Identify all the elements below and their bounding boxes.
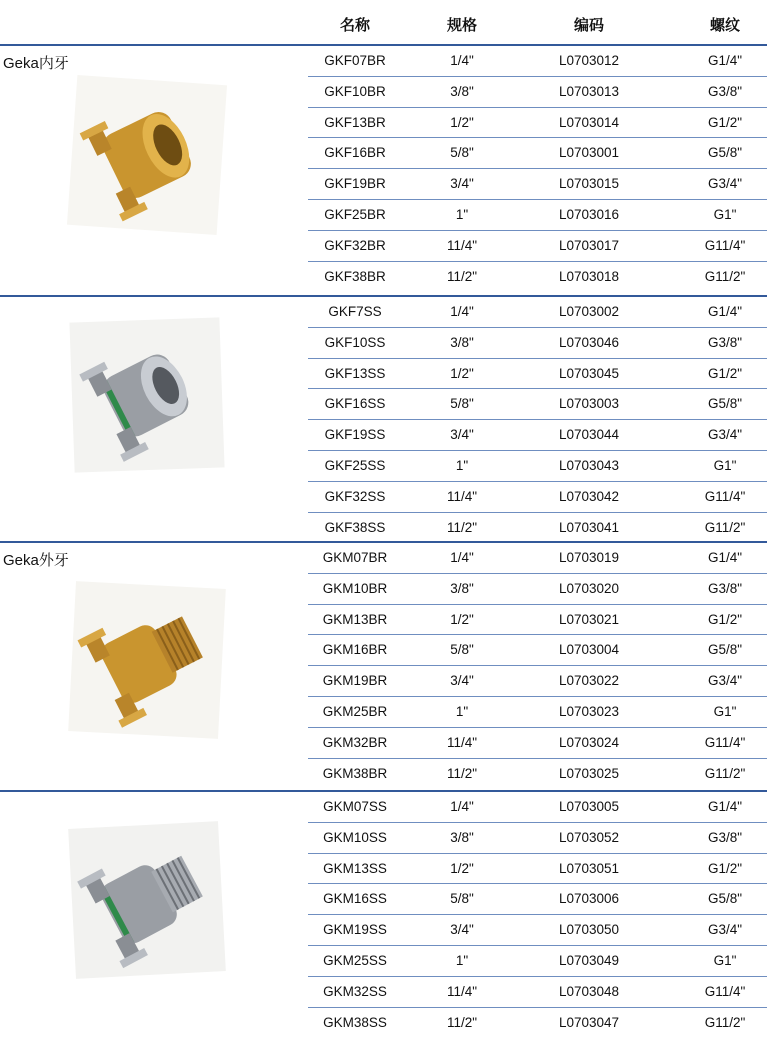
cell-name: GKF16BR [324,145,386,161]
cell-spec: 5/8" [450,891,474,907]
cell-code: L0703044 [558,427,620,443]
table-row [308,759,767,790]
cell-thread: G5/8" [707,396,743,412]
table-row [308,231,767,262]
cell-spec: 3/4" [450,427,474,443]
cell-name: GKM32BR [322,734,388,750]
cell-name: GKF19SS [324,427,386,443]
cell-name: GKM32SS [323,983,387,999]
cell-code: L0703048 [558,983,620,999]
cell-spec: 11/2" [446,268,478,284]
cell-thread: G3/8" [707,334,743,350]
table-header [0,0,767,44]
cell-thread: G11/4" [704,983,746,999]
cell-code: L0703015 [558,176,620,192]
header-code: 编码 [573,16,605,34]
cell-spec: 11/4" [446,488,478,504]
header-spec: 规格 [446,16,478,34]
cell-thread: G5/8" [707,642,743,658]
cell-spec: 5/8" [450,642,474,658]
cell-name: GKM38BR [322,765,388,781]
cell-name: GKM25SS [323,953,387,968]
cell-spec: 3/4" [450,176,474,192]
cell-name: GKM19SS [323,922,387,938]
cell-thread: G3/8" [707,580,743,596]
cell-code: L0703023 [558,704,620,719]
table-row [308,359,767,390]
cell-name: GKM10SS [323,829,387,845]
cell-code: L0703003 [558,396,620,412]
cell-spec: 3/4" [450,673,474,689]
table-row [308,482,767,513]
cell-name: GKF07BR [324,53,386,68]
cell-code: L0703006 [558,891,620,907]
cell-code: L0703041 [558,519,620,535]
cell-name: GKF38BR [324,268,386,284]
cell-code: L0703005 [558,799,620,814]
cell-code: L0703042 [558,488,620,504]
table-row [308,297,767,328]
cell-thread: G11/2" [704,765,746,781]
cell-thread: G1/2" [707,611,743,627]
cell-thread: G3/4" [707,427,743,443]
cell-spec: 1" [455,704,469,719]
cell-thread: G3/8" [707,83,743,99]
table-row [308,451,767,482]
cell-spec: 3/8" [450,580,474,596]
table-row [308,108,767,139]
cell-spec: 1/4" [450,550,474,565]
cell-name: GKF10SS [324,334,386,350]
cell-name: GKM19BR [322,673,388,689]
cell-spec: 1/4" [450,799,474,814]
cell-thread: G11/2" [704,1014,746,1030]
steel-male-coupling-icon [68,821,226,979]
section-label: Geka内牙 [3,55,69,72]
table-row [308,262,767,293]
cell-thread: G1/4" [707,550,743,565]
table-row [308,884,767,915]
table-row [308,697,767,728]
cell-code: L0703046 [558,334,620,350]
table-row [308,635,767,666]
table-row [308,666,767,697]
cell-thread: G1" [713,207,737,222]
cell-code: L0703050 [558,922,620,938]
table-row [308,513,767,544]
cell-name: GKF38SS [324,519,386,535]
cell-code: L0703051 [558,860,620,876]
cell-spec: 3/8" [450,83,474,99]
table-row [308,1008,767,1038]
cell-name: GKF13SS [324,365,386,381]
cell-spec: 11/4" [446,983,478,999]
cell-code: L0703024 [558,734,620,750]
cell-thread: G3/4" [707,922,743,938]
cell-code: L0703004 [558,642,620,658]
cell-thread: G1/4" [707,53,743,68]
cell-name: GKM07BR [322,550,388,565]
cell-spec: 3/4" [450,922,474,938]
cell-name: GKF13BR [324,114,386,130]
table-row [308,854,767,885]
table-row [308,574,767,605]
cell-name: GKF10BR [324,83,386,99]
cell-name: GKF25BR [324,207,386,222]
cell-name: GKM13SS [323,860,387,876]
header-name: 名称 [339,16,371,34]
cell-spec: 5/8" [450,396,474,412]
cell-code: L0703025 [558,765,620,781]
cell-thread: G5/8" [707,145,743,161]
cell-spec: 11/4" [446,237,478,253]
cell-spec: 11/4" [446,734,478,750]
cell-name: GKM16SS [323,891,387,907]
cell-name: GKF19BR [324,176,386,192]
cell-code: L0703018 [558,268,620,284]
cell-thread: G11/4" [704,237,746,253]
cell-thread: G3/4" [707,673,743,689]
cell-thread: G1/4" [707,799,743,814]
cell-code: L0703002 [558,304,620,319]
table-row [308,946,767,977]
cell-thread: G11/4" [704,734,746,750]
cell-spec: 11/2" [446,519,478,535]
table-row [308,823,767,854]
table-row [308,543,767,574]
table-row [308,977,767,1008]
steel-female-coupling-icon [69,317,224,472]
cell-thread: G3/4" [707,176,743,192]
cell-code: L0703049 [558,953,620,968]
cell-name: GKF25SS [324,458,386,473]
cell-code: L0703013 [558,83,620,99]
brass-female-coupling-icon [67,75,227,235]
cell-name: GKF32SS [324,488,386,504]
cell-spec: 1" [455,207,469,222]
cell-thread: G11/4" [704,488,746,504]
table-row [308,915,767,946]
cell-thread: G3/8" [707,829,743,845]
cell-code: L0703021 [558,611,620,627]
cell-code: L0703016 [558,207,620,222]
cell-thread: G1/4" [707,304,743,319]
cell-spec: 1/2" [450,611,474,627]
cell-name: GKF7SS [328,304,382,319]
cell-name: GKM13BR [322,611,388,627]
table-row [308,328,767,359]
cell-code: L0703022 [558,673,620,689]
table-row [308,77,767,108]
cell-spec: 1/2" [450,860,474,876]
cell-name: GKF32BR [324,237,386,253]
table-row [308,169,767,200]
table-row [308,200,767,231]
cell-spec: 1" [455,953,469,968]
cell-thread: G1" [713,704,737,719]
table-row [308,420,767,451]
cell-name: GKM07SS [323,799,387,814]
cell-thread: G1/2" [707,114,743,130]
cell-thread: G1/2" [707,365,743,381]
table-row [308,792,767,823]
cell-spec: 3/8" [450,829,474,845]
cell-spec: 5/8" [450,145,474,161]
cell-thread: G5/8" [707,891,743,907]
cell-code: L0703017 [558,237,620,253]
cell-spec: 1/2" [450,365,474,381]
cell-thread: G11/2" [704,268,746,284]
cell-code: L0703012 [558,53,620,68]
cell-code: L0703014 [558,114,620,130]
cell-thread: G1/2" [707,860,743,876]
cell-name: GKM16BR [322,642,388,658]
table-row [308,389,767,420]
cell-spec: 1/4" [450,53,474,68]
cell-name: GKM38SS [323,1014,387,1030]
cell-spec: 1" [455,458,469,473]
cell-code: L0703020 [558,580,620,596]
cell-thread: G11/2" [704,519,746,535]
cell-code: L0703043 [558,458,620,473]
cell-code: L0703019 [558,550,620,565]
header-thread: 螺纹 [709,16,741,34]
table-row [308,46,767,77]
cell-spec: 11/2" [446,1014,478,1030]
cell-name: GKM25BR [322,704,388,719]
table-row [308,605,767,636]
cell-code: L0703045 [558,365,620,381]
cell-spec: 11/2" [446,765,478,781]
table-row [308,138,767,169]
cell-thread: G1" [713,458,737,473]
cell-name: GKF16SS [324,396,386,412]
cell-spec: 1/4" [450,304,474,319]
cell-code: L0703001 [558,145,620,161]
brass-male-coupling-icon [68,581,226,739]
cell-code: L0703052 [558,829,620,845]
cell-spec: 3/8" [450,334,474,350]
table-row [308,728,767,759]
cell-thread: G1" [713,953,737,968]
cell-name: GKM10BR [322,580,388,596]
cell-code: L0703047 [558,1014,620,1030]
section-label: Geka外牙 [3,552,69,569]
cell-spec: 1/2" [450,114,474,130]
